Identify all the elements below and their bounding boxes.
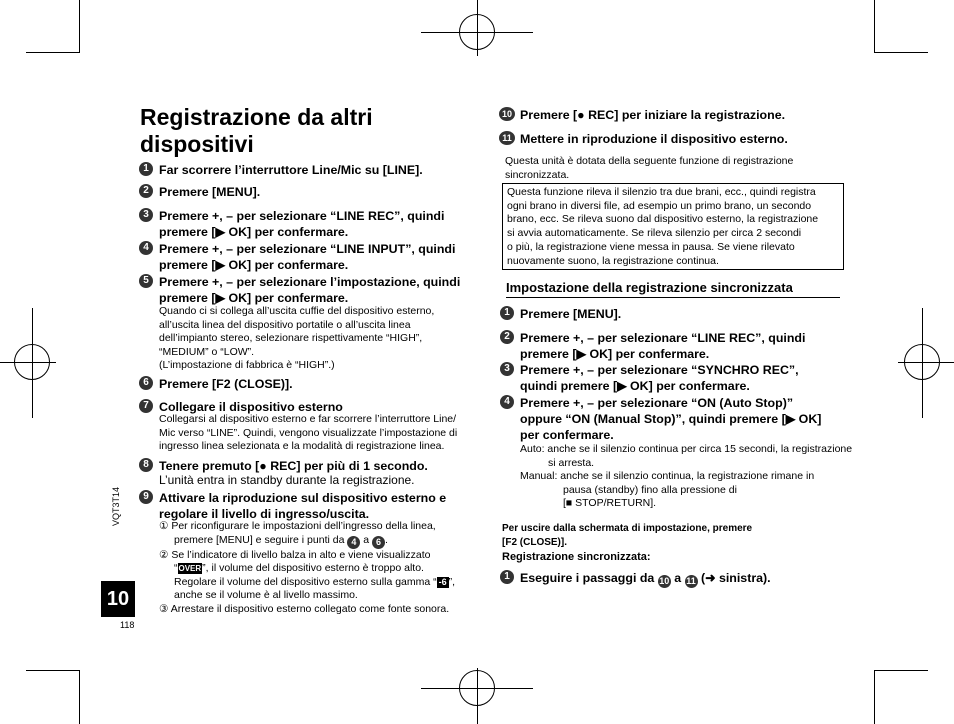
crop-mark [26, 670, 80, 671]
step-number: 3 [500, 362, 514, 376]
crop-mark [79, 0, 80, 52]
crop-mark [874, 670, 875, 724]
step-number: 4 [139, 241, 153, 255]
step-reference: 4 [347, 536, 360, 549]
page-number: 118 [120, 620, 135, 630]
step-item: 1 Eseguire i passaggi da 10 a 11 (➜ sinistra). [520, 570, 771, 588]
step-reference: 10 [659, 576, 670, 586]
step-number: 8 [139, 458, 153, 472]
step-number: 11 [499, 131, 515, 145]
step-item: 8 Tenere premuto [● REC] per più di 1 secondo. [159, 458, 428, 474]
step-number: 6 [139, 376, 153, 390]
step-item: 2 Premere +, – per selezionare “LINE REC”, quindi premere [▶ OK] per confermare. [520, 330, 805, 362]
crop-mark [26, 52, 80, 53]
over-indicator-icon: OVER [178, 564, 202, 573]
step-item: 4 Premere +, – per selezionare “LINE INPUT”, quindi premere [▶ OK] per confermare. [159, 241, 455, 273]
crop-mark [79, 670, 80, 724]
step-note: Quando ci si collega all’uscita cuffie del dispositivo esterno, all’uscita linea del dispositivo portatile o all’uscita linea dell’impianto stereo, selezionare rispettivamente “HIGH”, “MEDIUM” o “LOW”. (L’impostazione di fabbrica è “HIGH”.) [159, 305, 435, 371]
step-note: ① Per riconfigurare le impostazioni dell’ingresso della linea, premere [MENU] e seguire i punti da 4 a 6 . ② Se l’indicatore di livello balza in alto e viene visualizzato “OVER”, il volume del dispositivo esterno è troppo alto. Regolare il volume del dispositivo esterno sulla gamma “ -6 ”, anche se il volume è al livello massimo. ③ Arrestare il dispositivo esterno collegato come fonte sonora. [159, 520, 456, 615]
step-number: 5 [139, 274, 153, 288]
crop-mark [874, 52, 928, 53]
step-number: 1 [500, 306, 514, 320]
info-box: Questa funzione rileva il silenzio tra due brani, ecc., quindi registra ogni brano in diversi file, ad esempio un primo brano, un secondo brano, ecc. Se rileva suono dal dispositivo esterno, la registrazione si avvia automaticamente. Se rileva silenzio per circa 2 secondi o più, la registrazione viene messa in pausa. Se viene rilevato nuovamente suono, la registrazione continua. [502, 183, 844, 270]
step-number: 2 [500, 330, 514, 344]
step-number: 4 [500, 395, 514, 409]
step-item: 2 Premere [MENU]. [159, 184, 260, 200]
exit-note: Per uscire dalla schermata di impostazione, premere [F2 (CLOSE)]. [502, 523, 753, 548]
step-item: 6 Premere [F2 (CLOSE)]. [159, 376, 293, 392]
auto-note: Auto: anche se il silenzio continua per circa 15 secondi, la registrazione si arresta. [520, 443, 853, 469]
crop-mark [874, 0, 875, 52]
step-number: 10 [499, 107, 515, 121]
page-title: Registrazione da altri dispositivi [140, 104, 373, 157]
step-number: 9 [139, 490, 153, 504]
step-item: 5 Premere +, – per selezionare l’impostazione, quindi premere [▶ OK] per confermare. [159, 274, 460, 306]
step-item: 11 Mettere in riproduzione il dispositivo esterno. [520, 131, 788, 147]
step-item: 10 Premere [● REC] per iniziare la registrazione. [520, 107, 785, 123]
step-number: 1 [139, 162, 153, 176]
step-note: Collegarsi al dispositivo esterno e far scorrere l’interruttore Line/ Mic verso “LINE”. Quindi, vengono visualizzate l’impostazione di ingresso linea selezionata e la modalità di registrazione linea. [159, 413, 458, 452]
step-item: 3 Premere +, – per selezionare “LINE REC”, quindi premere [▶ OK] per confermare. [159, 208, 444, 240]
step-item: 9 Attivare la riproduzione sul dispositivo esterno e regolare il livello di ingresso/uscita. [159, 490, 446, 522]
step-reference: 6 [372, 536, 385, 549]
step-reference: 11 [686, 576, 696, 586]
step-number: 2 [139, 184, 153, 198]
step-number: 3 [139, 208, 153, 222]
section-title: Impostazione della registrazione sincronizzata [506, 280, 840, 298]
step-item: 7 Collegare il dispositivo esterno [159, 399, 343, 415]
document-code: VQT3T14 [111, 486, 121, 526]
step-item: 3 Premere +, – per selezionare “SYNCHRO REC”, quindi premere [▶ OK] per confermare. [520, 362, 799, 394]
page-tab: 10 [101, 581, 135, 617]
manual-note: Manual: anche se il silenzio continua, la registrazione rimane in pausa (standby) fino alla pressione di [■ STOP/RETURN]. [520, 470, 815, 509]
crop-mark [874, 670, 928, 671]
step-number: 7 [139, 399, 153, 413]
step-item: 1 Premere [MENU]. [520, 306, 621, 322]
sync-heading: Registrazione sincronizzata: [502, 551, 651, 563]
step-item: 4 Premere +, – per selezionare “ON (Auto Stop)” oppure “ON (Manual Stop)”, quindi premere [▶ OK] per confermare. [520, 395, 821, 443]
step-number: 1 [500, 570, 514, 584]
intro-text: Questa unità è dotata della seguente funzione di registrazione sincronizzata. [505, 155, 794, 181]
level-gauge-icon: -6 [438, 576, 447, 587]
step-item: 1 Far scorrere l’interruttore Line/Mic su [LINE]. [159, 162, 423, 178]
step-note: L’unità entra in standby durante la registrazione. [159, 473, 415, 487]
